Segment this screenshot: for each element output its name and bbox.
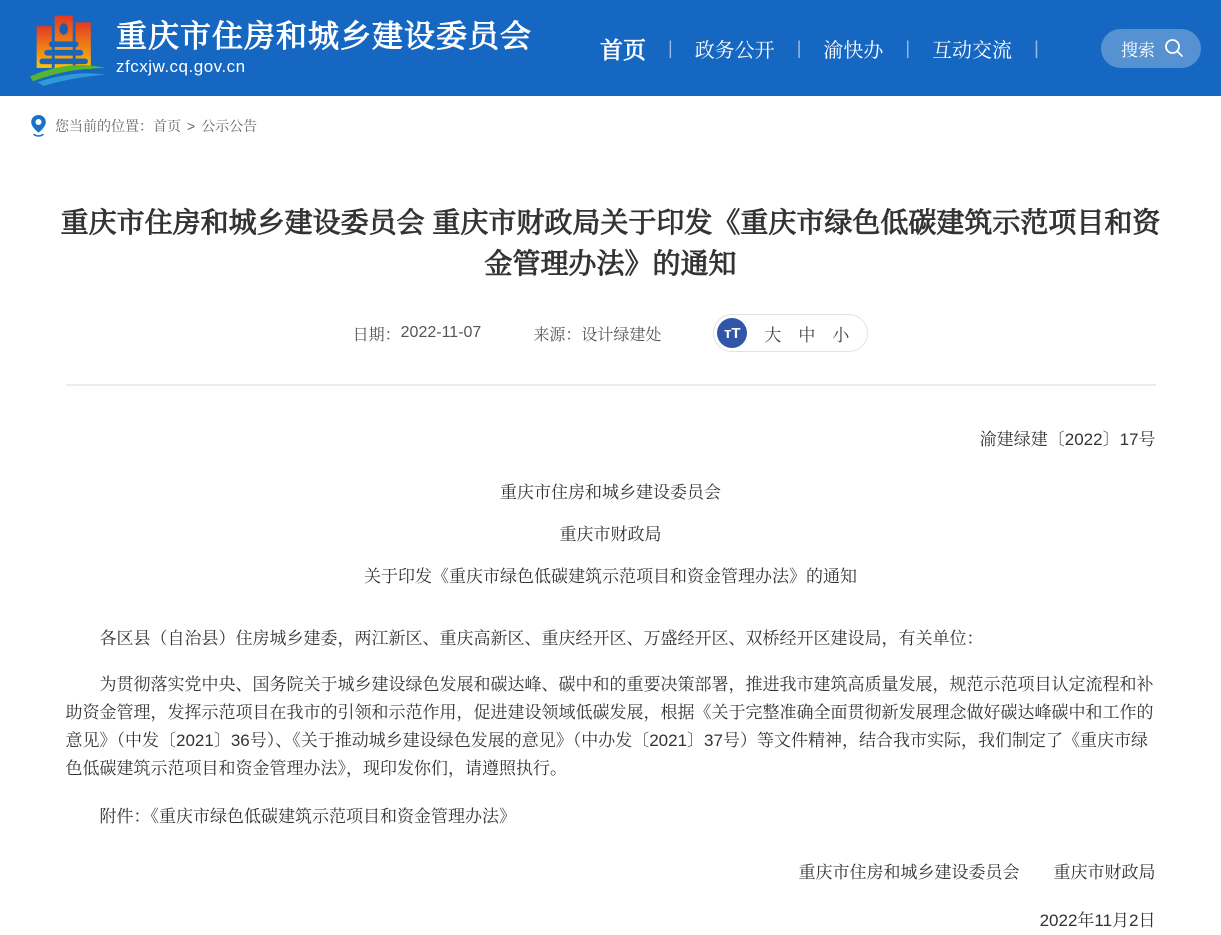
nav-item-gov-info[interactable]: 政务公开 bbox=[694, 39, 775, 62]
main-nav bbox=[600, 32, 1061, 65]
document-subject: 关于印发《重庆市绿色低碳建筑示范项目和资金管理办法》的通知 bbox=[364, 567, 857, 587]
site-name: 重庆市住房和城乡建设委员会 bbox=[116, 19, 532, 55]
site-url: zfcxjw.cq.gov.cn bbox=[116, 56, 246, 76]
meta-source-value: 设计绿建处 bbox=[581, 326, 662, 344]
salutation: 各区县（自治县）住房城乡建委，两江新区、重庆高新区、重庆经开区、万盛经开区、双桥经开区建设局，有关单位： bbox=[99, 629, 984, 649]
meta-date bbox=[353, 322, 482, 345]
article-title: 重庆市住房和城乡建设委员会 重庆市财政局关于印发《重庆市绿色低碳建筑示范项目和资金管理办法》的通知 bbox=[60, 207, 1161, 279]
article-page bbox=[51, 203, 1171, 935]
site-header bbox=[0, 0, 1221, 96]
nav-separator: | bbox=[796, 37, 802, 58]
nav-separator: | bbox=[1034, 37, 1039, 58]
breadcrumb-prefix: 您当前的位置： bbox=[55, 117, 153, 134]
issuing-org-2: 重庆市财政局 bbox=[559, 525, 662, 545]
issuing-org-1: 重庆市住房和城乡建设委员会 bbox=[500, 483, 721, 503]
breadcrumb-current[interactable]: 公示公告 bbox=[201, 117, 258, 134]
meta-date-label: 日期： bbox=[352, 326, 401, 344]
meta-date-value: 2022-11-07 bbox=[400, 324, 482, 342]
nav-item-yukuaiban[interactable]: 渝快办 bbox=[823, 39, 884, 62]
font-size-small-button[interactable]: 小 bbox=[832, 325, 850, 345]
document-number: 渝建绿建〔2022〕17号 bbox=[979, 430, 1156, 450]
breadcrumb bbox=[0, 96, 1221, 151]
breadcrumb-separator: > bbox=[187, 117, 196, 134]
attachment-line: 附件：《重庆市绿色低碳建筑示范项目和资金管理办法》 bbox=[99, 807, 516, 827]
search-button[interactable] bbox=[1101, 29, 1201, 68]
meta-source-label: 来源： bbox=[533, 326, 582, 344]
breadcrumb-home-link[interactable]: 首页 bbox=[153, 117, 181, 134]
article-meta bbox=[51, 314, 1171, 352]
nav-item-interaction[interactable]: 互动交流 bbox=[932, 39, 1013, 62]
search-button-label: 搜索 bbox=[1121, 40, 1155, 60]
nav-item-home[interactable]: 首页 bbox=[600, 36, 646, 63]
nav-separator: | bbox=[668, 37, 673, 58]
font-size-widget bbox=[713, 314, 868, 352]
site-logo-icon bbox=[30, 10, 106, 86]
title-divider bbox=[66, 384, 1156, 386]
article-body bbox=[51, 426, 1171, 935]
nav-separator: | bbox=[905, 37, 911, 58]
signature-orgs: 重庆市住房和城乡建设委员会 重庆市财政局 bbox=[798, 863, 1156, 883]
search-icon bbox=[1163, 37, 1185, 59]
site-logo-block[interactable] bbox=[30, 10, 532, 86]
font-size-icon: тT bbox=[717, 318, 747, 348]
signature-date: 2022年11月2日 bbox=[1039, 911, 1156, 931]
body-paragraph: 为贯彻落实党中央、国务院关于城乡建设绿色发展和碳达峰、碳中和的重要决策部署，推进我市建筑高质量发展，规范示范项目认定流程和补助资金管理，发挥示范项目在我市的引领和示范作用，促进建设领域低碳发展，根据《关于完整准确全面贯彻新发展理念做好碳达峰碳中和工作的意见》（中发〔2021〕36号）、《关于推动城乡建设绿色发展的意见》（中办发〔2021〕37号）等文件精神，结合我市实际，我们制定了《重庆市绿色低碳建筑示范项目和资金管理办法》，现印发你们，请遵照执行。 bbox=[65, 675, 1154, 779]
meta-source bbox=[533, 322, 661, 345]
font-size-large-button[interactable]: 大 bbox=[764, 325, 782, 345]
font-size-medium-button[interactable]: 中 bbox=[798, 325, 816, 345]
location-pin-icon bbox=[30, 114, 47, 137]
